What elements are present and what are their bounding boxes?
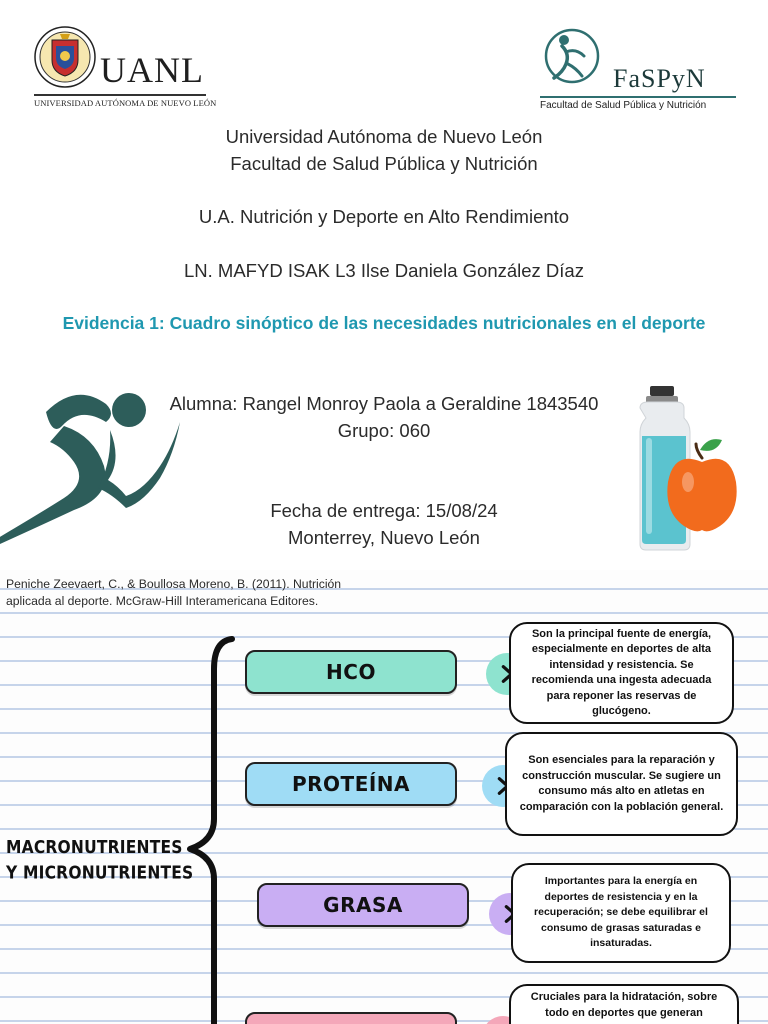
- faspyn-emblem-icon: [540, 26, 600, 88]
- synoptic-heading-line2: Y MICRONUTRIENTES: [6, 863, 194, 884]
- faspyn-logo: [538, 24, 738, 114]
- faculty-name: Facultad de Salud Pública y Nutrición: [230, 153, 538, 174]
- uanl-wordmark: UANL: [100, 50, 204, 90]
- category-pill-partial: [245, 1012, 457, 1024]
- category-label: GRASA: [323, 893, 403, 917]
- category-pill-proteina: [245, 762, 457, 806]
- description-box-proteina: [505, 732, 738, 836]
- description-text: Importantes para la energía en deportes de resistencia y en la recuperación; se debe equilibrar el consumo de grasas saturadas e insaturadas.: [534, 875, 708, 950]
- synoptic-heading-line1: MACRONUTRIENTES: [6, 837, 183, 858]
- description-text: Cruciales para la hidratación, sobre todo en deportes que generan: [530, 991, 718, 1019]
- curly-brace: [180, 635, 240, 1024]
- uanl-logo: [30, 24, 217, 110]
- delivery-date: Fecha de entrega: 15/08/24: [270, 500, 498, 521]
- description-text: Son esenciales para la reparación y construcción muscular. Se sugiere un consumo más alto en atletas en comparación con la población general.: [519, 754, 724, 813]
- student-name: Alumna: Rangel Monroy Paola a Geraldine 1843540: [169, 393, 599, 414]
- category-label: PROTEÍNA: [291, 772, 411, 796]
- uanl-seal-icon: [34, 26, 96, 88]
- teacher-name: LN. MAFYD ISAK L3 Ilse Daniela González Díaz: [184, 260, 584, 281]
- faspyn-divider: [540, 96, 736, 98]
- university-name: Universidad Autónoma de Nuevo León: [225, 126, 543, 147]
- description-box-hco: [509, 622, 734, 724]
- description-box-partial: [509, 984, 739, 1024]
- uanl-divider: [34, 94, 206, 96]
- faspyn-wordmark: FaSPyN: [613, 64, 706, 93]
- evidence-title: Evidencia 1: Cuadro sinóptico de las necesidades nutricionales en el deporte: [62, 313, 706, 333]
- uanl-subtitle: UNIVERSIDAD AUTÓNOMA DE NUEVO LEÓN: [34, 98, 217, 108]
- course-name: U.A. Nutrición y Deporte en Alto Rendimiento: [198, 206, 570, 227]
- category-pill-grasa: [257, 883, 469, 927]
- synoptic-heading: [6, 835, 193, 887]
- student-group: Grupo: 060: [337, 420, 431, 441]
- category-pill-hco: [245, 650, 457, 694]
- faspyn-subtitle: Facultad de Salud Pública y Nutrición: [540, 100, 707, 111]
- category-label: HCO: [326, 660, 376, 684]
- delivery-place: Monterrey, Nuevo León: [288, 527, 480, 548]
- bibliographic-reference: Peniche Zeevaert, C., & Boullosa Moreno, B. (2011). Nutrición aplicada al deporte. McGraw-Hill Interamericana Editores.: [6, 577, 342, 608]
- description-text: Son la principal fuente de energía, especialmente en deportes de alta intensidad y resistencia. Se recomienda una ingesta adecuada para reponer las reservas de glucógeno.: [531, 627, 712, 717]
- water-bottle-apple-icon: [630, 380, 750, 560]
- description-box-grasa: [511, 863, 731, 963]
